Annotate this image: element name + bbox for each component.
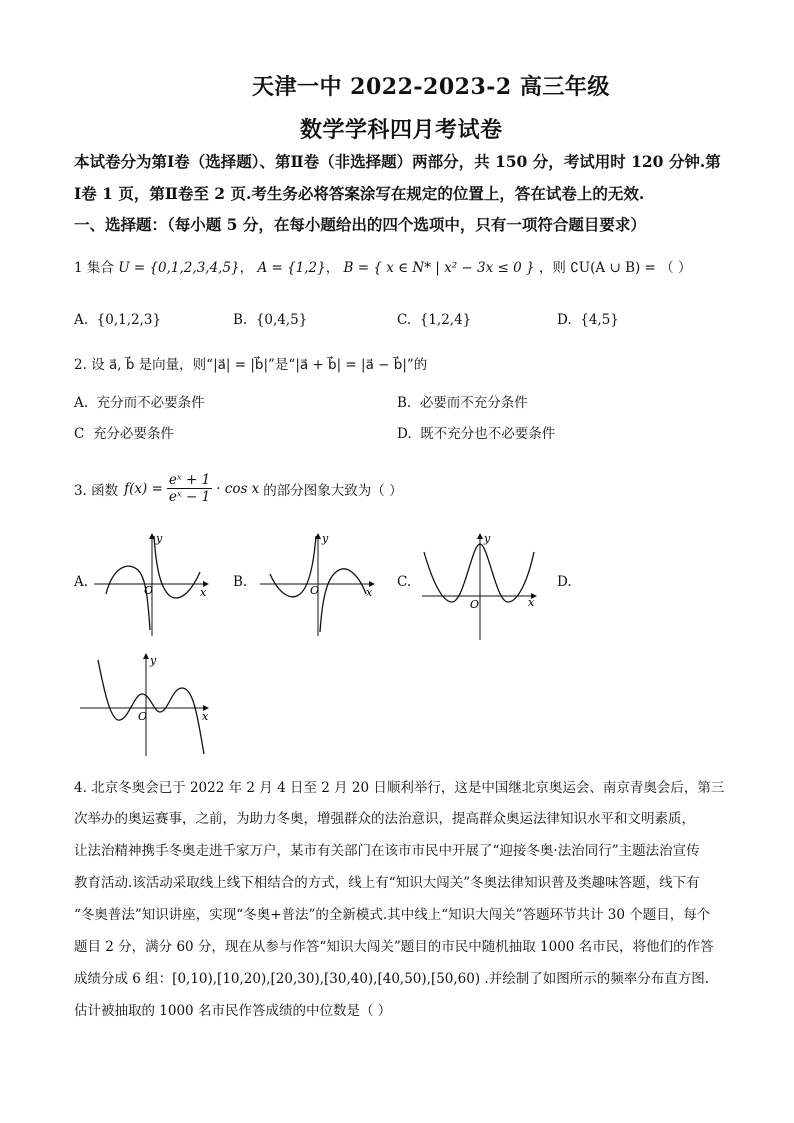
option-label: A. [74, 395, 89, 411]
q4-line: 4. 北京冬奥会已于 2022 年 2 月 4 日至 2 月 20 日顺利举行，这是中国继北京奥运会、南京青奥会后，第三 [74, 780, 725, 796]
q3-option-d-label[interactable]: D. [557, 574, 572, 590]
curve-right [154, 536, 200, 598]
q2-option-c[interactable] [74, 422, 174, 442]
q3-denominator: eˣ − 1 [168, 489, 211, 505]
option-label: D. [557, 312, 572, 328]
q1-set-U: U = {0,1,2,3,4,5} [118, 260, 240, 276]
option-text: 既不充分也不必要条件 [420, 426, 556, 442]
option-label: D. [397, 426, 412, 442]
section-heading: 一、选择题：（每小题 5 分，在每小题给出的四个选项中，只有一项符合题目要求） [74, 215, 646, 234]
page-title-line2: 数学学科四月考试卷 [300, 117, 503, 143]
x-label: x [200, 586, 207, 599]
q2-stem: 2. 设 a⃗, b⃗ 是向量，则“|a⃗| = |b⃗|”是“|a⃗ + b⃗| = |a⃗ − b⃗|”的 [74, 357, 428, 373]
q1-ask: ，则 ∁U(A ∪ B) = （ ） [538, 260, 692, 276]
q3-func-tail: · cos x [216, 480, 260, 497]
y-label: y [156, 532, 163, 545]
q4-line: 估计被抽取的 1000 名市民作答成绩的中位数是（ ） [74, 1003, 392, 1019]
option-label: A. [74, 312, 89, 328]
y-label: y [150, 654, 157, 667]
q3-option-c-label[interactable]: C. [397, 574, 412, 590]
q3-fraction [167, 472, 212, 505]
q3-stem [74, 472, 403, 505]
option-text: {0,1,2,3} [96, 312, 162, 328]
q4-line: 让法治精神携手冬奥走进千家万户，某市有关部门在该市市民中开展了“迎接冬奥·法治同行”主题法治宣传 [74, 843, 700, 859]
q1-option-b[interactable] [233, 312, 307, 328]
origin-label: O [310, 584, 320, 597]
q1-set-B: B = { x ∈ N* | x² − 3x ≤ 0 } [343, 260, 535, 276]
q3-graph-b[interactable] [256, 530, 386, 640]
q4-line: 题目 2 分，满分 60 分，现在从参与作答“知识大闯关”题目的市民中随机抽取 1000 名市民，将他们的作答 [74, 939, 714, 955]
option-label: B. [397, 395, 412, 411]
y-label: y [484, 532, 491, 545]
q1-option-d[interactable] [557, 312, 619, 328]
q2-option-a[interactable] [74, 391, 205, 411]
x-label: x [366, 586, 373, 599]
option-text: {0,4,5} [255, 312, 308, 328]
origin-label: O [138, 710, 148, 723]
option-label: C [74, 426, 85, 442]
q3-prefix: 3. 函数 [74, 482, 119, 499]
curve [98, 660, 204, 754]
x-label: x [528, 596, 535, 609]
q4-line: 次举办的奥运赛事，之前，为助力冬奥，增强群众的法治意识，提高群众奥运法律知识水平和文明素质， [74, 811, 695, 827]
origin-label: O [470, 598, 480, 611]
q1-option-c[interactable] [397, 312, 471, 328]
q1-prefix: 1 集合 [74, 260, 114, 276]
q3-graph-a[interactable] [90, 530, 220, 640]
q3-graph-c[interactable] [418, 530, 548, 642]
q4-paragraph [74, 772, 724, 1027]
intro-line-1: 本试卷分为第Ⅰ卷（选择题）、第Ⅱ卷（非选择题）两部分，共 150 分，考试用时 120 分钟.第 [74, 152, 721, 171]
q4-line: 教育活动.该活动采取线上线下相结合的方式，线上有“知识大闯关”冬奥法律知识普及类趣味答题，线下有 [74, 875, 700, 891]
intro-line-2: Ⅰ卷 1 页，第Ⅱ卷至 2 页.考生务必将答案涂写在规定的位置上，答在试卷上的无效. [74, 184, 645, 203]
q4-line: 成绩分成 6 组：[0,10),[10,20),[20,30),[30,40),[40,50),[50,60) .并绘制了如图所示的频率分布直方图. [74, 971, 710, 987]
q3-numerator: eˣ + 1 [168, 472, 211, 488]
option-text: 必要而不充分条件 [419, 395, 528, 411]
q3-suffix: 的部分图象大致为（ ） [263, 482, 403, 499]
option-label: C. [397, 312, 412, 328]
q1-option-a[interactable] [74, 312, 161, 328]
curve-left [106, 566, 150, 630]
q4-line: “冬奥普法”知识讲座，实现“冬奥+普法”的全新模式.其中线上“知识大闯关”答题环节共计 30 个题目，每个 [74, 907, 711, 923]
option-text: 充分必要条件 [92, 426, 174, 442]
option-text: 充分而不必要条件 [96, 395, 205, 411]
q3-graph-d[interactable] [76, 650, 216, 760]
option-label: B. [233, 312, 248, 328]
q1-stem: 1 集合 U = {0,1,2,3,4,5}， A = {1,2}， B = { x ∈ N* | x² − 3x ≤ 0 } ，则 ∁U(A ∪ B) = （ ） [74, 260, 692, 276]
q2-option-b[interactable] [397, 391, 528, 411]
q3-option-a-label[interactable]: A. [74, 574, 89, 590]
curve [424, 544, 534, 602]
x-label: x [202, 710, 209, 723]
curve-right [320, 569, 366, 632]
q3-option-b-label[interactable]: B. [233, 574, 248, 590]
q3-func-lhs: f(x) = [124, 480, 163, 497]
origin-label: O [144, 584, 154, 597]
option-text: {1,2,4} [419, 312, 472, 328]
q2-option-d[interactable] [397, 422, 555, 442]
option-text: {4,5} [580, 312, 619, 328]
page-title-line1: 天津一中 2022-2023-2 高三年级 [252, 74, 610, 100]
q1-set-A: A = {1,2} [257, 260, 326, 276]
y-label: y [322, 532, 329, 545]
